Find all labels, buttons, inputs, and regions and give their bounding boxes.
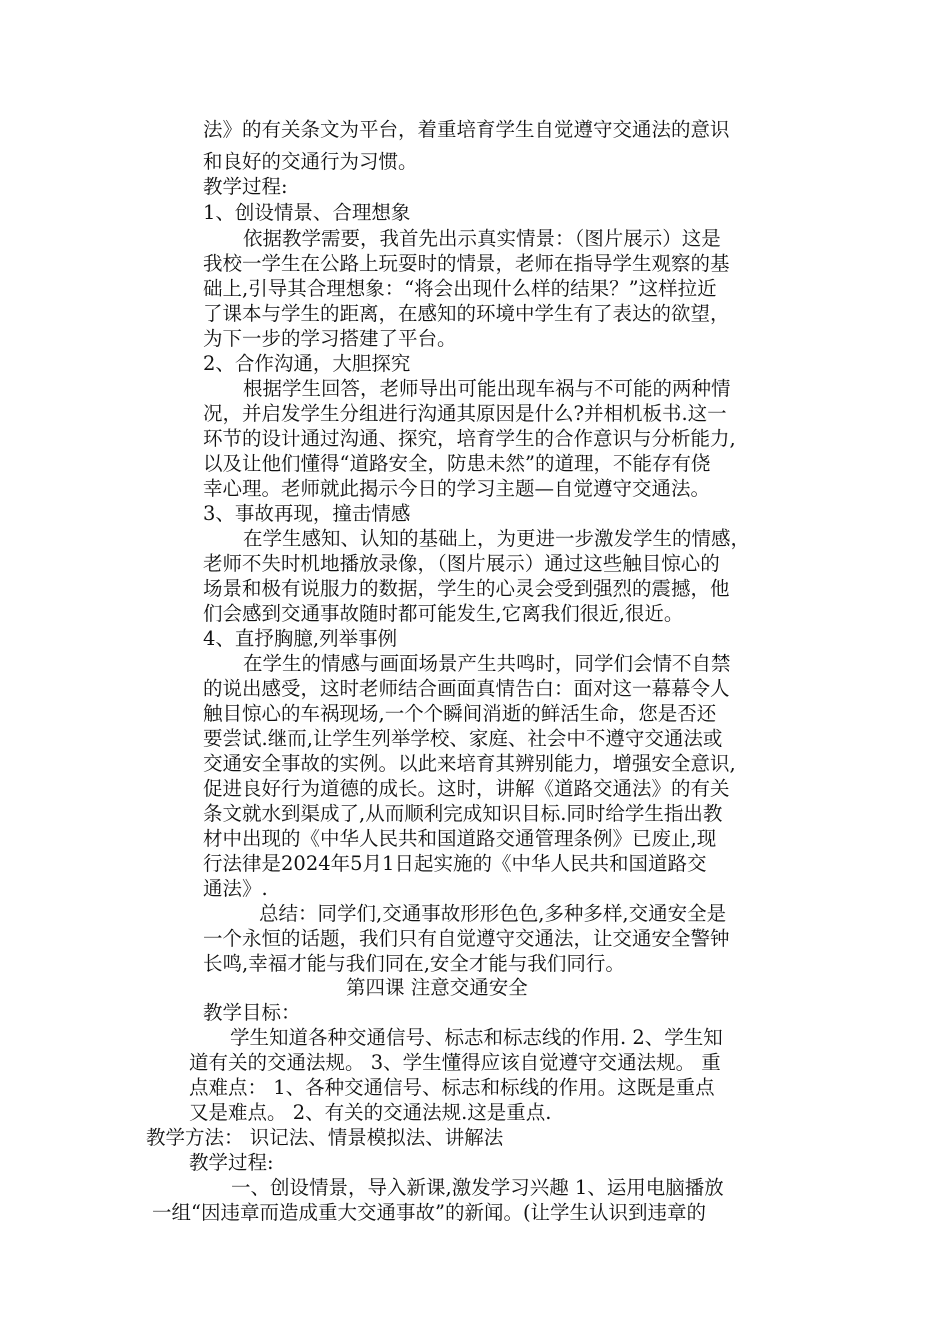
text-line: 我校一学生在公路上玩耍时的情景，老师在指导学生观察的基 (203, 252, 730, 275)
section-heading: 教学过程: (189, 1151, 274, 1174)
section-heading: 教学目标： (203, 1001, 301, 1024)
text-line: 在学生感知、认知的基础上，为更进一步激发学生的情感， (243, 527, 751, 550)
section-heading: 3、事故再现，撞击情感 (203, 502, 411, 525)
section-heading: 教学方法： 识记法、情景模拟法、讲解法 (146, 1126, 504, 1149)
text-line: 以及让他们懂得“道路安全，防患未然”的道理，不能存有侥 (203, 452, 711, 475)
text-line: 通法》. (203, 877, 268, 900)
text-line: 和良好的交通行为习惯。 (203, 150, 418, 173)
text-line: 根据学生回答，老师导出可能出现车祸与不可能的两种情 (243, 377, 731, 400)
section-heading: 教学过程: (203, 175, 288, 198)
text-line: 道有关的交通法规。 3、学生懂得应该自觉遵守交通法规。 重 (189, 1051, 721, 1074)
text-line: 促进良好行为道德的成长。这时，讲解《道路交通法》的有关 (203, 777, 730, 800)
text-line: 触目惊心的车祸现场,一个个瞬间消逝的鲜活生命，您是否还 (203, 702, 717, 725)
text-line: 依据教学需要，我首先出示真实情景：（图片展示）这是 (243, 227, 721, 250)
text-line: 要尝试.继而,让学生列举学校、家庭、社会中不遵守交通法或 (203, 727, 723, 750)
text-line: 的说出感受，这时老师结合画面真情告白：面对这一幕幕令人 (203, 677, 730, 700)
text-line: 长鸣,幸福才能与我们同在,安全才能与我们同行。 (203, 952, 625, 975)
text-line: 老师不失时机地播放录像，（图片展示）通过这些触目惊心的 (203, 552, 720, 575)
section-heading: 2、合作沟通，大胆探究 (203, 352, 411, 375)
text-line: 为下一步的学习搭建了平台。 (203, 327, 457, 350)
text-line: 材中出现的《中华人民共和国道路交通管理条例》已废止,现 (203, 827, 717, 850)
text-line: 场景和极有说服力的数据，学生的心灵会受到强烈的震撼，他 (203, 577, 730, 600)
text-line: 幸心理。老师就此揭示今日的学习主题—自觉遵守交通法。 (203, 477, 711, 500)
text-line: 了课本与学生的距离，在感知的环境中学生有了表达的欲望， (203, 302, 730, 325)
text-line: 础上,引导其合理想象：“将会出现什么样的结果？”这样拉近 (203, 277, 717, 300)
text-line: 又是难点。 2、有关的交通法规.这是重点. (189, 1101, 552, 1124)
text-line: 条文就水到渠成了,从而顺利完成知识目标.同时给学生指出教 (203, 802, 723, 825)
text-line: 点难点： 1、各种交通信号、标志和标线的作用。这既是重点 (189, 1076, 715, 1099)
text-line: 在学生的情感与画面场景产生共鸣时，同学们会情不自禁 (243, 652, 731, 675)
text-line: 们会感到交通事故随时都可能发生,它离我们很近,很近。 (203, 602, 684, 625)
text-line: 环节的设计通过沟通、探究，培育学生的合作意识与分析能力, (203, 427, 736, 450)
text-line: 交通安全事故的实例。以此来培育其辨别能力，增强安全意识, (203, 752, 736, 775)
text-line: 一个永恒的话题，我们只有自觉遵守交通法，让交通安全警钟 (203, 927, 730, 950)
text-line: 法》的有关条文为平台，着重培育学生自觉遵守交通法的意识 (203, 118, 730, 141)
section-heading: 1、创设情景、合理想象 (203, 201, 411, 224)
text-line: 学生知道各种交通信号、标志和标志线的作用. 2、学生知 (230, 1026, 723, 1049)
text-line: 总结：同学们,交通事故形形色色,多种多样,交通安全是 (259, 902, 727, 925)
text-line: 一、创设情景，导入新课,激发学习兴趣 1、运用电脑播放 (231, 1176, 724, 1199)
lesson-title: 第四课 注意交通安全 (346, 976, 528, 999)
text-line: 况，并启发学生分组进行沟通其原因是什么?并相机板书.这一 (203, 402, 727, 425)
text-line: 行法律是2024年5月1日起实施的《中华人民共和国道路交 (203, 852, 707, 875)
section-heading: 4、直抒胸臆,列举事例 (203, 627, 398, 650)
text-line: 一组“因违章而造成重大交通事故”的新闻。(让学生认识到违章的 (152, 1201, 707, 1224)
